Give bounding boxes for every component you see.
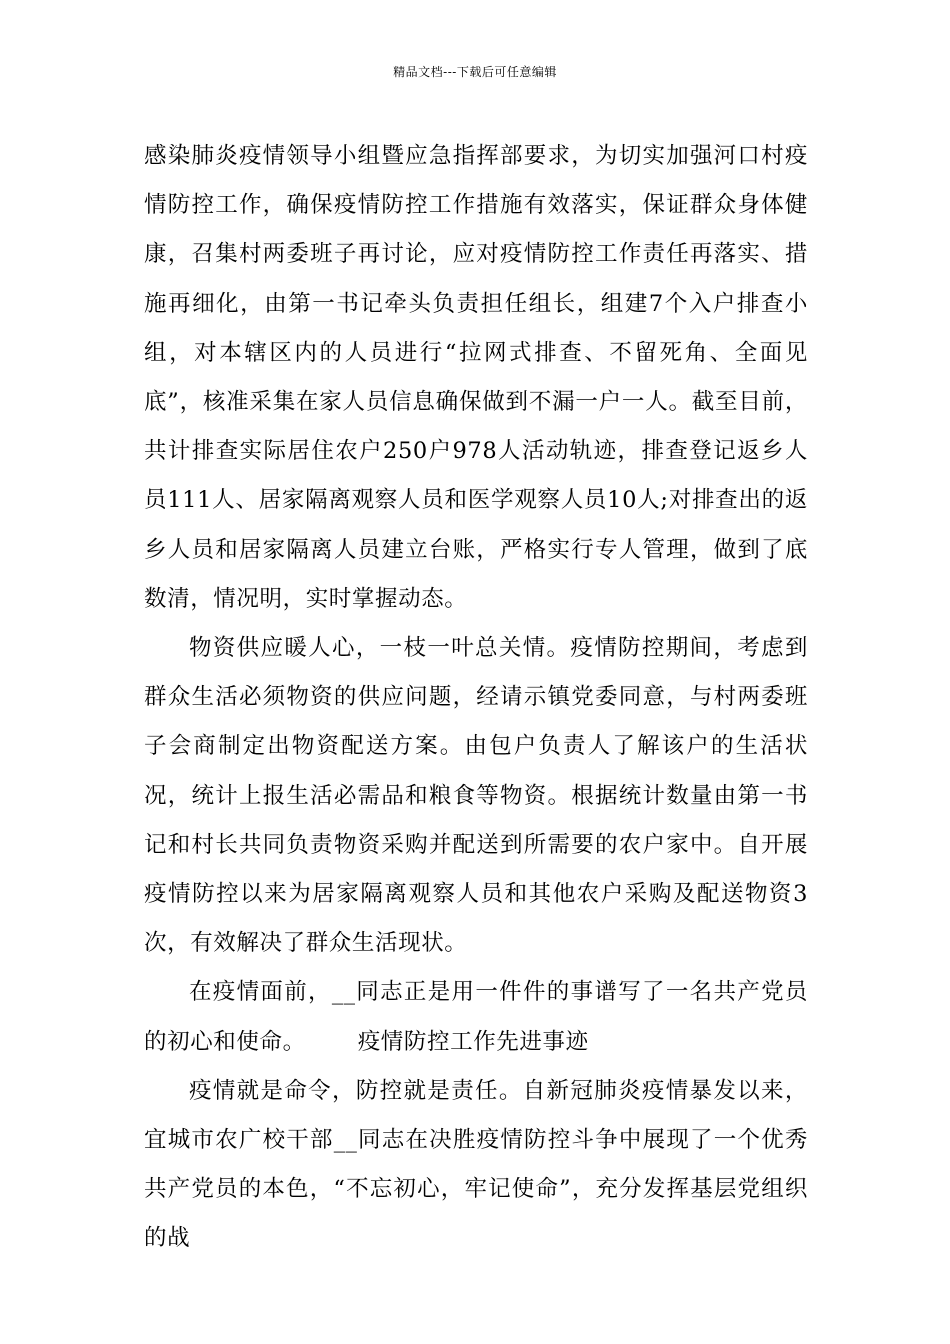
page-header: 精品文档---下载后可任意编辑 (393, 65, 557, 79)
paragraph-mission-text: 在疫情面前，__同志正是用一件件的事谱写了一名共产党员的初心和使命。 (144, 979, 808, 1055)
document-body (144, 132, 808, 1264)
section-title: 疫情防控工作先进事迹 (357, 1028, 589, 1055)
paragraph-command: 疫情就是命令，防控就是责任。自新冠肺炎疫情暴发以来，宜城市农广校干部__同志在决胜疫情防控斗争中展现了一个优秀共产党员的本色，“不忘初心，牢记使命”，充分发挥基层党组织的战 (144, 1077, 808, 1252)
paragraph-supplies: 物资供应暖人心，一枝一叶总关情。疫情防控期间，考虑到群众生活必须物资的供应问题，经请示镇党委同意，与村两委班子会商制定出物资配送方案。由包户负责人了解该户的生活状况，统计上报生活必需品和粮食等物资。根据统计数量由第一书记和村长共同负责物资采购并配送到所需要的农户家中。自开展疫情防控以来为居家隔离观察人员和其他农户采购及配送物资3次，有效解决了群众生活现状。 (144, 635, 808, 957)
paragraph-mission (144, 968, 808, 1066)
paragraph-investigation: 感染肺炎疫情领导小组暨应急指挥部要求，为切实加强河口村疫情防控工作，确保疫情防控工作措施有效落实，保证群众身体健康，召集村两委班子再讨论，应对疫情防控工作责任再落实、措施再细化，由第一书记牵头负责担任组长，组建7个入户排查小组，对本辖区内的人员进行“拉网式排查、不留死角、全面见底”，核准采集在家人员信息确保做到不漏一户一人。截至目前，共计排查实际居住农户250户978人活动轨迹，排查登记返乡人员111人、居家隔离观察人员和医学观察人员10人;对排查出的返乡人员和居家隔离人员建立台账，严格实行专人管理，做到了底数清，情况明，实时掌握动态。 (144, 143, 808, 612)
